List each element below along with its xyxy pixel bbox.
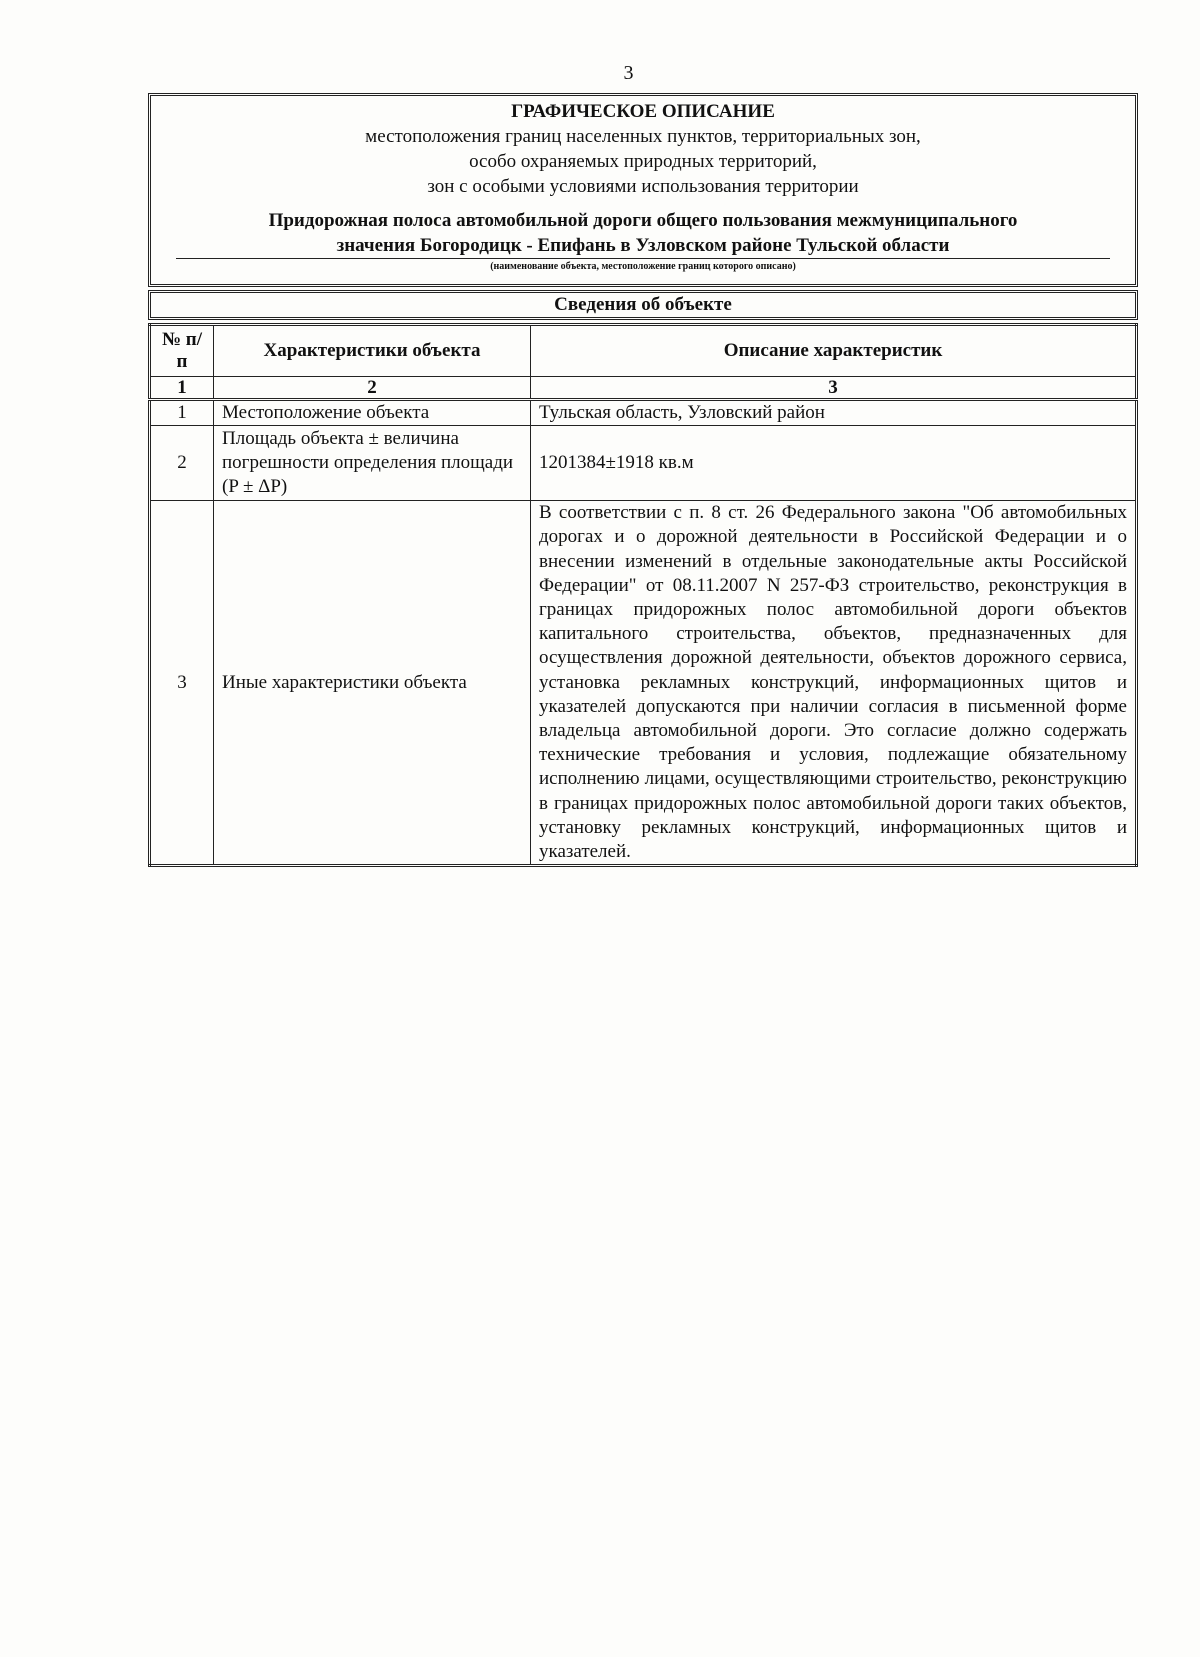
column-number-3: 3: [531, 377, 1137, 400]
document-header: [148, 93, 1138, 287]
row-description: Тульская область, Узловский район: [531, 400, 1137, 426]
row-characteristic: Местоположение объекта: [214, 400, 531, 426]
subtitle-line-1: местоположения границ населенных пунктов, территориальных зон,: [365, 126, 921, 147]
column-number-2: 2: [214, 377, 531, 400]
object-caption: (наименование объекта, местоположение границ которого описано): [490, 261, 796, 272]
column-number-row: [150, 377, 1137, 400]
subtitle-line-3: зон с особыми условиями использования территории: [427, 176, 859, 197]
row-num: 3: [150, 501, 214, 866]
object-info-table: [148, 323, 1138, 867]
row-num: 1: [150, 400, 214, 426]
document: [148, 93, 1138, 867]
header-characteristic: Характеристики объекта: [214, 325, 531, 377]
subtitle-line-2: особо охраняемых природных территорий,: [469, 151, 817, 172]
row-characteristic: Иные характеристики объекта: [214, 501, 531, 866]
table-row: [150, 426, 1137, 501]
object-name-line-1: Придорожная полоса автомобильной дороги общего пользования межмуниципального: [268, 210, 1018, 231]
section-title: Сведения об объекте: [148, 290, 1138, 320]
page-number: 3: [623, 62, 634, 84]
row-characteristic: Площадь объекта ± величина погрешности определения площади (P ± ΔP): [214, 426, 531, 501]
table-row: [150, 400, 1137, 426]
object-name-line-2: значения Богородицк - Епифань в Узловском районе Тульской области: [336, 235, 950, 256]
row-num: 2: [150, 426, 214, 501]
object-name: [176, 208, 1110, 259]
table-row: [150, 501, 1137, 866]
header-num: № п/п: [150, 325, 214, 377]
table-header-row: [150, 325, 1137, 377]
row-description: 1201384±1918 кв.м: [531, 426, 1137, 501]
header-description: Описание характеристик: [531, 325, 1137, 377]
document-title: ГРАФИЧЕСКОЕ ОПИСАНИЕ: [511, 101, 775, 122]
column-number-1: 1: [150, 377, 214, 400]
row-description: В соответствии с п. 8 ст. 26 Федерального закона "Об автомобильных дорогах и о дорожной деятельности в Российской Федерации и о внесении изменений в отдельные законодательные акты Российской Федерации" от 08.11.2007 N 257-ФЗ строительство, реконструкция в границах придорожных полос автомобильной дороги объектов капитального строительства, объектов, предназначенных для осуществления дорожной деятельности, объектов дорожного сервиса, установка рекламных конструкций, информационных щитов и указателей допускаются при наличии согласия в письменной форме владельца автомобильной дороги. Это согласие должно содержать технические требования и условия, подлежащие обязательному исполнению лицами, осуществляющими строительство, реконструкцию в границах придорожных полос автомобильной дороги таких объектов, установку рекламных конструкций, информационных щитов и указателей.: [531, 501, 1137, 866]
